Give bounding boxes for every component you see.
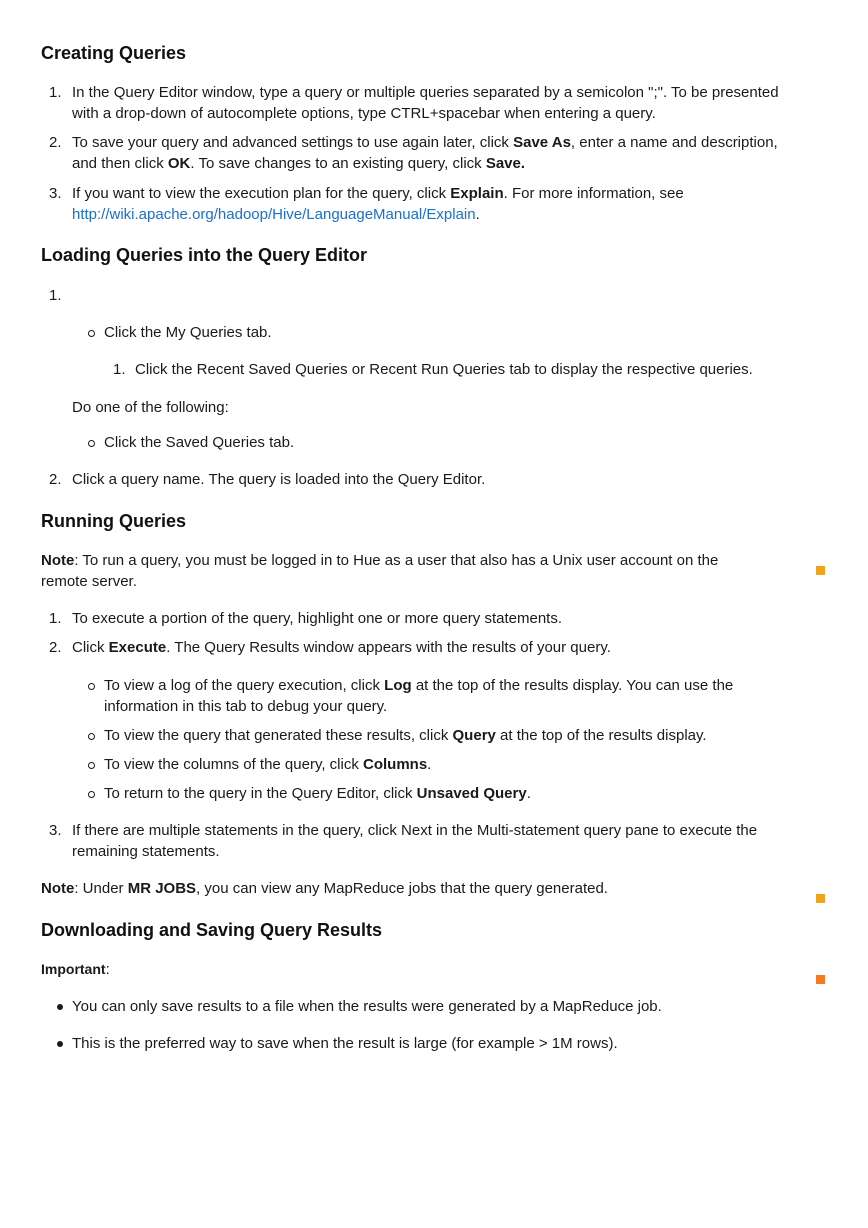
- circle-bullet-icon: [88, 683, 95, 690]
- disc-bullet-icon: [57, 1041, 63, 1047]
- change-marker-icon: [816, 566, 825, 575]
- note-mr-jobs: Note: Under MR JOBS, you can view any MapReduce jobs that the query generated.: [41, 880, 608, 897]
- circle-bullet-icon: [88, 733, 95, 740]
- circle-bullet-icon: [88, 330, 95, 337]
- heading-downloading-results: Downloading and Saving Query Results: [41, 920, 383, 940]
- disc-bullet-icon: [57, 1004, 63, 1010]
- circle-bullet-icon: [88, 791, 95, 798]
- important-label: Important:: [41, 961, 110, 978]
- note-running: Note: To run a query, you must be logged in to Hue as a user that also has a Unix user account on the remote server.: [41, 552, 719, 590]
- heading-loading-queries: Loading Queries into the Query Editor: [41, 245, 368, 265]
- change-marker-icon: [816, 894, 825, 903]
- explain-doc-link[interactable]: http://wiki.apache.org/hadoop/Hive/LanguageManual/Explain: [72, 206, 476, 223]
- circle-bullet-icon: [88, 762, 95, 769]
- heading-creating-queries: Creating Queries: [41, 43, 187, 63]
- do-one-text: Do one of the following:: [72, 399, 229, 416]
- heading-running-queries: Running Queries: [41, 511, 187, 531]
- change-marker-icon: [816, 975, 825, 984]
- circle-bullet-icon: [88, 440, 95, 447]
